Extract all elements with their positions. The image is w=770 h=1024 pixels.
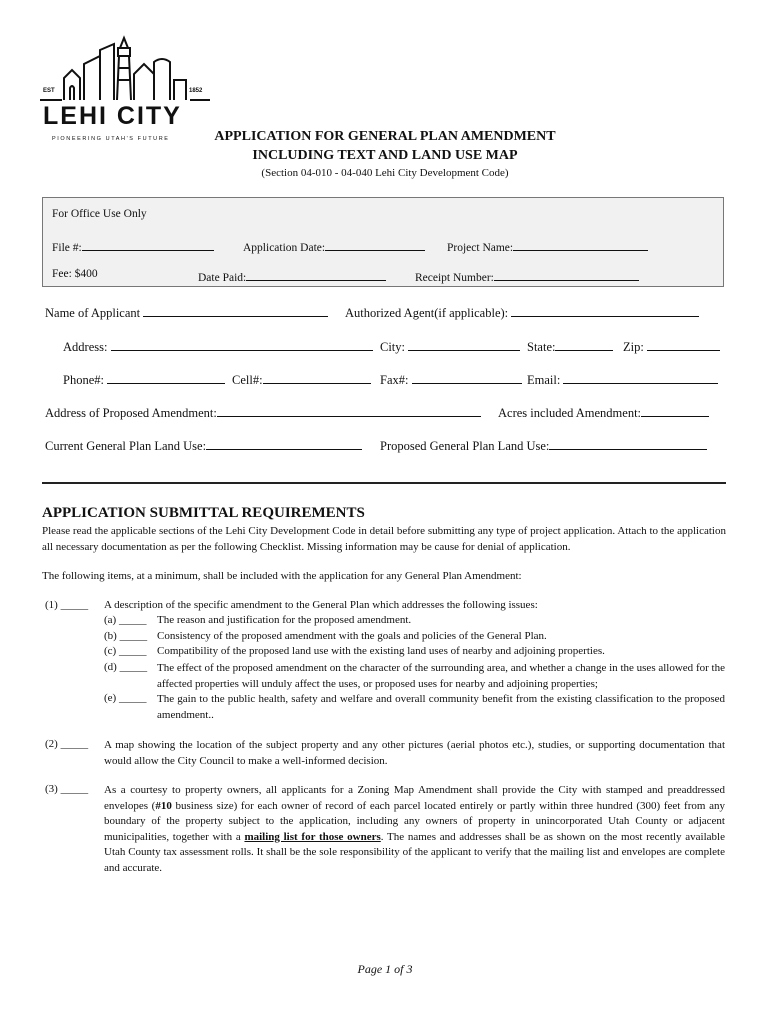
current-land-use-label: Current General Plan Land Use: <box>45 439 207 453</box>
item-3-text-part-2: business size) for each owner of record of each parcel located entirely or partly within three hundred (300) feet from any boundary of the property subject to the application, including any owners of property in unincorporated Utah County or adjacent municipalities, together with a <box>104 799 725 843</box>
zip-line[interactable] <box>647 338 720 351</box>
subitem-e-text: The gain to the public health, safety and welfare and overall community benefit from the existing classification to the proposed amendment.. <box>157 693 725 721</box>
state-label: State: <box>527 340 556 354</box>
subitem-c-text: Compatibility of the proposed land use with the existing land uses of nearby and adjoining properties. <box>157 645 605 657</box>
address-line[interactable] <box>111 338 373 351</box>
subitem-d-text: The effect of the proposed amendment on the character of the surrounding area, and whether a change in the uses allowed for the affected properties will unduly affect the uses, or proposed uses for nearby and adjoining properties; <box>157 662 725 690</box>
zip-field[interactable] <box>623 338 720 355</box>
applicant-name-label: Name of Applicant <box>45 306 141 320</box>
authorized-agent-label: Authorized Agent(if applicable): <box>345 306 509 320</box>
subitem-d-number[interactable]: (d) _____ <box>104 661 148 673</box>
receipt-number-field[interactable] <box>415 268 639 284</box>
proposed-land-use-line[interactable] <box>549 437 707 450</box>
subitem-e-number[interactable]: (e) _____ <box>104 692 147 704</box>
page-title-line-2: INCLUDING TEXT AND LAND USE MAP <box>252 148 518 163</box>
date-paid-field[interactable] <box>198 268 386 284</box>
receipt-number-label: Receipt Number: <box>415 272 494 284</box>
city-label: City: <box>380 340 406 354</box>
logo-est: EST <box>43 88 55 94</box>
item-3-text-part-3: . The names and addresses shall be as shown on the most recently available Utah County tax assessment rolls. It shall be the sole responsibility of the applicant to verify that the mailing list and envelopes are complete and accurate. <box>104 830 725 874</box>
requirements-minimum: The following items, at a minimum, shall be included with the application for any General Plan Amendment: <box>42 570 522 582</box>
office-use-heading: For Office Use Only <box>52 208 147 220</box>
item-3-envelope-size: #10 <box>155 799 172 812</box>
project-name-line[interactable] <box>513 238 648 251</box>
acres-line[interactable] <box>641 404 709 417</box>
subitem-c-number[interactable]: (c) _____ <box>104 645 147 657</box>
file-number-field[interactable] <box>52 238 214 254</box>
state-field[interactable] <box>527 338 613 355</box>
file-number-line[interactable] <box>82 238 214 251</box>
item-2-text: A map showing the location of the subject property and any other pictures (aerial photos etc.), studies, or supporting documentation that would allow the City Council to make a well-informed decision. <box>104 739 725 767</box>
state-line[interactable] <box>555 338 613 351</box>
amendment-address-line[interactable] <box>217 404 481 417</box>
date-paid-line[interactable] <box>246 268 386 281</box>
project-name-field[interactable] <box>447 238 648 254</box>
email-field[interactable] <box>527 371 718 388</box>
authorized-agent-field[interactable] <box>345 304 699 321</box>
application-date-line[interactable] <box>325 238 425 251</box>
authorized-agent-line[interactable] <box>511 304 699 317</box>
page-number: Page 1 of 3 <box>357 962 413 976</box>
page-title-line-1: APPLICATION FOR GENERAL PLAN AMENDMENT <box>214 129 556 144</box>
page-subtitle: (Section 04-010 - 04-040 Lehi City Development Code) <box>261 167 509 179</box>
applicant-name-line[interactable] <box>143 304 328 317</box>
applicant-name-field[interactable] <box>45 304 328 321</box>
logo-name: LEHI CITY <box>43 102 182 130</box>
section-divider <box>42 482 726 484</box>
application-date-field[interactable] <box>243 238 425 254</box>
logo-year: 1852 <box>189 88 203 94</box>
item-1-number[interactable]: (1) _____ <box>45 599 89 611</box>
phone-line[interactable] <box>107 371 225 384</box>
subitem-a-text: The reason and justification for the proposed amendment. <box>157 614 412 626</box>
email-line[interactable] <box>563 371 718 384</box>
subitem-a-number[interactable]: (a) _____ <box>104 614 147 626</box>
address-field[interactable] <box>63 338 373 355</box>
amendment-address-field[interactable] <box>45 404 481 421</box>
item-3-text-part-1: As a courtesy to property owners, all applicants for a Zoning Map Amendment shall provide the City with stamped and preaddressed envelopes ( <box>104 784 725 812</box>
phone-label: Phone#: <box>63 373 104 387</box>
proposed-land-use-label: Proposed General Plan Land Use: <box>380 439 550 453</box>
requirements-heading: APPLICATION SUBMITTAL REQUIREMENTS <box>42 505 365 521</box>
current-land-use-field[interactable] <box>45 437 362 454</box>
fax-label: Fax#: <box>380 373 409 387</box>
acres-label: Acres included Amendment: <box>498 406 642 420</box>
file-number-label: File #: <box>52 242 82 254</box>
subitem-b-text: Consistency of the proposed amendment with the goals and policies of the General Plan. <box>157 630 547 642</box>
item-3-number[interactable]: (3) _____ <box>45 783 89 795</box>
application-date-label: Application Date: <box>243 242 326 254</box>
logo-tagline: PIONEERING UTAH'S FUTURE <box>52 136 170 142</box>
zip-label: Zip: <box>623 340 644 354</box>
item-1-text: A description of the specific amendment to the General Plan which addresses the following issues: <box>104 599 538 611</box>
item-3-mailing-list: mailing list for those owners <box>244 830 381 843</box>
email-label: Email: <box>527 373 561 387</box>
address-label: Address: <box>63 340 108 354</box>
requirements-intro: Please read the applicable sections of the Lehi City Development Code in detail before submitting any type of project application. Attach to the application all necessary documentation as per the following Checklist. Missing information may be cause for denial of application. <box>42 525 726 553</box>
date-paid-label: Date Paid: <box>198 272 247 284</box>
receipt-number-line[interactable] <box>494 268 639 281</box>
fee-label: Fee: $400 <box>52 268 98 280</box>
subitem-b-number[interactable]: (b) _____ <box>104 630 148 642</box>
item-2-number[interactable]: (2) _____ <box>45 738 89 750</box>
amendment-address-label: Address of Proposed Amendment: <box>45 406 217 420</box>
cell-label: Cell#: <box>232 373 263 387</box>
proposed-land-use-field[interactable] <box>380 437 707 454</box>
project-name-label: Project Name: <box>447 242 514 254</box>
cell-field[interactable] <box>232 371 371 388</box>
city-field[interactable] <box>380 338 520 355</box>
cell-line[interactable] <box>263 371 371 384</box>
item-3-text <box>104 783 725 876</box>
fax-line[interactable] <box>412 371 522 384</box>
phone-field[interactable] <box>63 371 225 388</box>
fax-field[interactable] <box>380 371 522 388</box>
acres-field[interactable] <box>498 404 709 421</box>
city-line[interactable] <box>408 338 520 351</box>
current-land-use-line[interactable] <box>206 437 362 450</box>
